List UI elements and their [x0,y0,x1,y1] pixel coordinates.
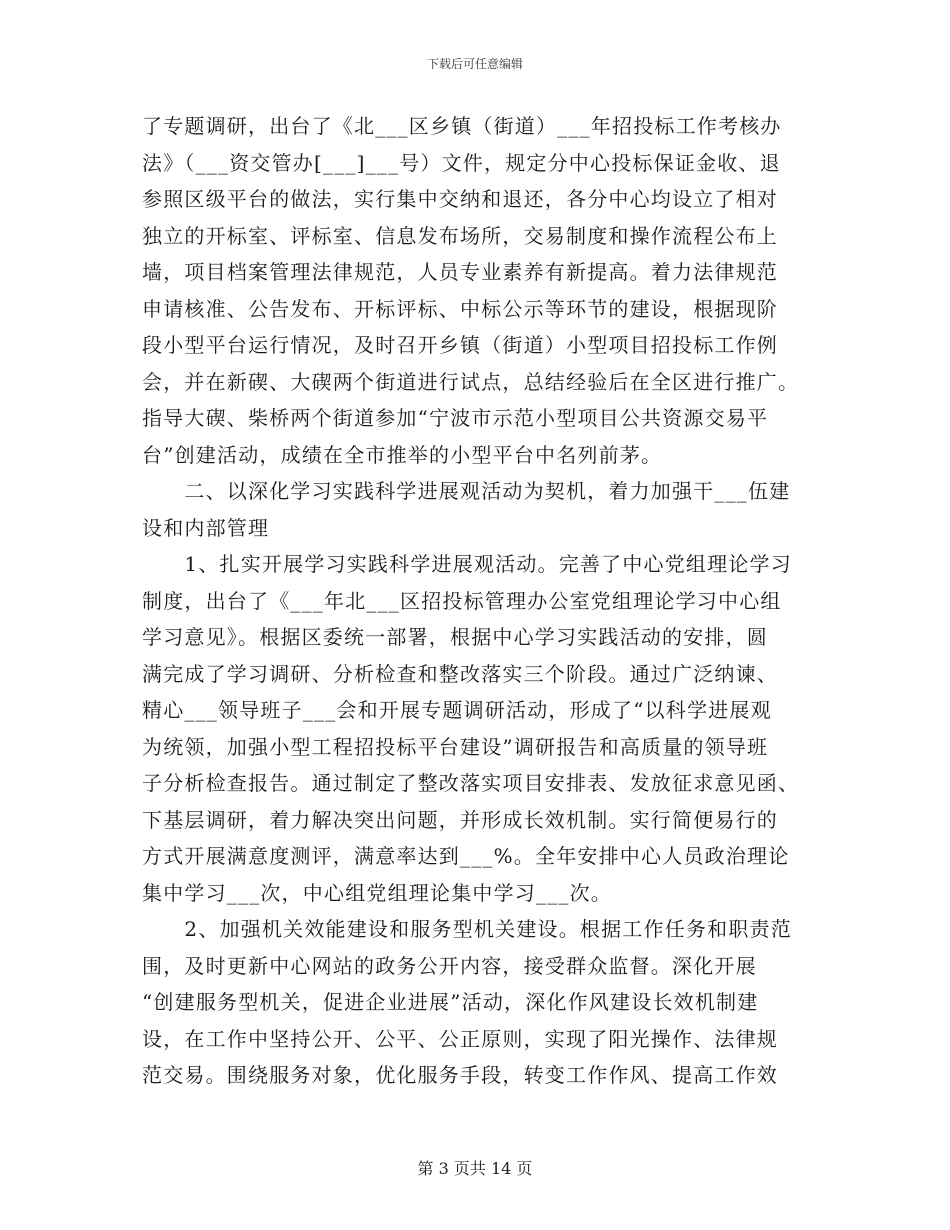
section-heading-line: 设和内部管理 [142,515,270,540]
text-line: 制度，出台了《___年北___区招投标管理办公室党组理论学习中心组 [142,588,782,613]
text-line: 申请核准、公告发布、开标评标、中标公示等环节的建设，根据现阶 [142,296,778,321]
text-line: 法》（___资交管办[___]___号）文件，规定分中心投标保证金收、退 [142,150,781,175]
text-line: 方式开展满意度测评，满意率达到___%。全年安排中心人员政治理论 [142,844,790,868]
text-line: 了专题调研，出台了《北___区乡镇（街道）___年招投标工作考核办 [142,114,782,138]
text-line: 范交易。围绕服务对象，优化服务手段，转变工作作风、提高工作效 [142,1063,778,1087]
text-line: 下基层调研，着力解决突出问题，并形成长效机制。实行简便易行的 [142,807,778,832]
text-line: 独立的开标室、评标室、信息发布场所，交易制度和操作流程公布上 [142,223,778,248]
text-line: 墙，项目档案管理法律规范，人员专业素养有新提高。着力法律规范 [142,260,778,284]
text-line: 台”创建活动，成绩在全市推举的小型平台中名列前茅。 [142,442,663,467]
text-line: 设，在工作中坚持公开、公平、公正原则，实现了阳光操作、法律规 [142,1026,778,1051]
text-line: 子分析检查报告。通过制定了整改落实项目安排表、发放征求意见函、 [142,771,800,795]
text-line: 会，并在新碶、大碶两个街道进行试点，总结经验后在全区进行推广。 [142,369,800,394]
text-line: 指导大碶、柴桥两个街道参加“宁波市示范小型项目公共资源交易平 [142,406,769,430]
text-line: 1、扎实开展学习实践科学进展观活动。完善了中心党组理论学习 [142,552,792,576]
text-line: 2、加强机关效能建设和服务型机关建设。根据工作任务和职责范 [142,917,792,941]
document-body [142,108,802,1094]
text-line: 为统领，加强小型工程招投标平台建设”调研报告和高质量的领导班 [142,734,769,759]
text-line: 集中学习___次，中心组党组理论集中学习___次。 [142,880,612,905]
text-line: 参照区级平台的做法，实行集中交纳和退还，各分中心均设立了相对 [142,187,778,211]
text-line: 段小型平台运行情况，及时召开乡镇（街道）小型项目招投标工作例 [142,333,778,357]
text-line: 围，及时更新中心网站的政务公开内容，接受群众监督。深化开展 [142,953,757,978]
text-line: “创建服务型机关，促进企业进展”活动，深化作风建设长效机制建 [142,990,759,1014]
section-heading-line: 二、以深化学习实践科学进展观活动为契机，着力加强干___伍建 [142,479,791,503]
text-line: 精心___领导班子___会和开展专题调研活动，形成了“以科学进展观 [142,698,772,722]
text-line: 满完成了学习调研、分析检查和整改落实三个阶段。通过广泛纳谏、 [142,661,778,686]
page-number: 第 3 页共 14 页 [417,1159,533,1178]
page-header: 下载后可任意编辑 [426,57,523,71]
text-line: 学习意见》。根据区委统一部署，根据中心学习实践活动的安排，圆 [142,625,768,649]
